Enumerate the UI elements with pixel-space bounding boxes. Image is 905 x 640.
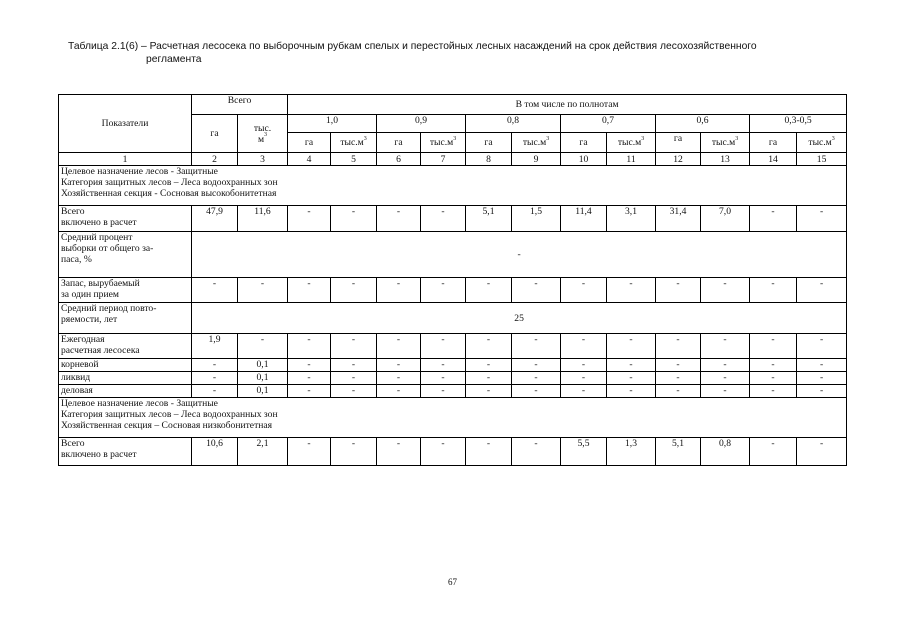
sub-ha: га (377, 133, 421, 153)
table-cell: - (238, 278, 288, 303)
table-cell: - (288, 438, 331, 466)
table-cell: - (331, 438, 377, 466)
table-cell: - (750, 359, 797, 372)
table-cell: - (421, 206, 466, 232)
table-cell: - (288, 372, 331, 385)
table-cell: 47,9 (192, 206, 238, 232)
table-cell: - (750, 438, 797, 466)
table-cell: 0,1 (238, 359, 288, 372)
table-cell: - (466, 278, 512, 303)
density-0-7: 0,7 (561, 115, 656, 133)
section-header (59, 398, 847, 438)
row-label: Всего включено в расчет (59, 206, 192, 232)
table-cell: - (797, 385, 847, 398)
table-cell: - (331, 359, 377, 372)
header-row-1 (59, 95, 847, 115)
table-row (59, 385, 847, 398)
table-cell: - (701, 385, 750, 398)
table-cell: - (750, 278, 797, 303)
header-by-density: В том числе по полнотам (288, 95, 847, 115)
table-cell: - (607, 334, 656, 359)
table-cell: - (797, 206, 847, 232)
table-cell: - (561, 278, 607, 303)
table-cell: - (421, 372, 466, 385)
row-label: Всего включено в расчет (59, 438, 192, 466)
table-cell: - (797, 359, 847, 372)
table-cell: - (192, 359, 238, 372)
table-cell: - (377, 334, 421, 359)
table-cell: - (512, 334, 561, 359)
table-cell: 0,8 (701, 438, 750, 466)
table-cell: - (656, 278, 701, 303)
logging-table (58, 94, 847, 466)
table-cell: 2,1 (238, 438, 288, 466)
table-cell: - (377, 278, 421, 303)
table-cell: - (466, 359, 512, 372)
table-row (59, 278, 847, 303)
density-0-9: 0,9 (377, 115, 466, 133)
density-1-0: 1,0 (288, 115, 377, 133)
table-row (59, 359, 847, 372)
section-header (59, 166, 847, 206)
sub-ha: га (561, 133, 607, 153)
table-cell: - (238, 334, 288, 359)
table-cell: - (288, 334, 331, 359)
row-label: корневой (59, 359, 192, 372)
table-row (59, 303, 847, 334)
row-label: Средний период повто- ряемости, лет (59, 303, 192, 334)
table-cell: - (512, 278, 561, 303)
table-cell: - (607, 359, 656, 372)
table-cell: - (701, 359, 750, 372)
table-cell: - (750, 372, 797, 385)
table-cell: - (331, 334, 377, 359)
table-cell: - (607, 385, 656, 398)
table-cell: - (331, 278, 377, 303)
table-cell: - (192, 278, 238, 303)
table-cell: - (797, 372, 847, 385)
table-cell: 11,4 (561, 206, 607, 232)
table-cell: 3,1 (607, 206, 656, 232)
merged-value: - (192, 232, 847, 278)
table-cell: 0,1 (238, 372, 288, 385)
table-cell: 10,6 (192, 438, 238, 466)
sub-volume: $тыс.м^3$ (512, 133, 561, 153)
table-cell: - (377, 372, 421, 385)
row-label: ликвид (59, 372, 192, 385)
table-row (59, 372, 847, 385)
table-cell: - (192, 372, 238, 385)
table-cell: - (750, 334, 797, 359)
table-cell: 5,1 (466, 206, 512, 232)
table-cell: - (607, 372, 656, 385)
table-cell: - (656, 359, 701, 372)
sub-ha: га (466, 133, 512, 153)
header-total-ha: га (192, 115, 238, 153)
table-row (59, 438, 847, 466)
table-cell: - (331, 206, 377, 232)
table-cell: - (512, 385, 561, 398)
table-cell: - (377, 206, 421, 232)
sub-volume: $тыс.м^3$ (421, 133, 466, 153)
table-cell: 31,4 (656, 206, 701, 232)
merged-value: 25 (192, 303, 847, 334)
caption-line-1: Таблица 2.1(6) – Расчетная лесосека по выборочным рубкам спелых и перестойных лесных насаждений на срок действия лесохозяйственного (68, 41, 757, 52)
table-cell: 5,5 (561, 438, 607, 466)
table-cell: - (701, 278, 750, 303)
page-number: 67 (448, 577, 457, 587)
table-cell: - (656, 334, 701, 359)
table-cell: - (561, 385, 607, 398)
sub-volume: $тыс.м^3$ (797, 133, 847, 153)
table-cell: - (288, 385, 331, 398)
header-total: Всего (192, 95, 288, 115)
table-cell: 7,0 (701, 206, 750, 232)
sub-volume: $тыс.м^3$ (607, 133, 656, 153)
table-cell: - (421, 385, 466, 398)
row-label: Средний процент выборки от общего за- паса, % (59, 232, 192, 278)
table-cell: - (750, 385, 797, 398)
table-cell: - (288, 206, 331, 232)
table-cell: - (421, 278, 466, 303)
table-cell: 1,9 (192, 334, 238, 359)
density-0-8: 0,8 (466, 115, 561, 133)
table-cell: 1,5 (512, 206, 561, 232)
table-cell: - (750, 206, 797, 232)
table-cell: - (656, 372, 701, 385)
table-cell: - (377, 385, 421, 398)
table-cell: - (561, 359, 607, 372)
row-label: Ежегодная расчетная лесосека (59, 334, 192, 359)
column-number-row: 1 2 3 4 5 6 7 8 9 10 11 12 13 14 15 (59, 153, 847, 166)
row-label: деловая (59, 385, 192, 398)
table-cell: - (512, 372, 561, 385)
table-cell: - (797, 334, 847, 359)
table-cell: - (656, 385, 701, 398)
table-cell: - (331, 372, 377, 385)
header-total-volume: тыс. $м^3$ (238, 115, 288, 153)
table-cell: - (797, 278, 847, 303)
density-0-6: 0,6 (656, 115, 750, 133)
row-label: Запас, вырубаемый за один прием (59, 278, 192, 303)
table-cell: - (288, 278, 331, 303)
sub-volume: $тыс.м^3$ (331, 133, 377, 153)
table-row (59, 232, 847, 278)
table-cell: - (421, 438, 466, 466)
table-cell: - (797, 438, 847, 466)
table-cell: - (421, 334, 466, 359)
table-cell: - (561, 334, 607, 359)
table-cell: - (466, 372, 512, 385)
table-cell: - (466, 438, 512, 466)
sub-ha: га (656, 133, 701, 153)
density-0-3-0-5: 0,3-0,5 (750, 115, 847, 133)
sub-volume: $тыс.м^3$ (701, 133, 750, 153)
sub-ha: га (750, 133, 797, 153)
table-cell: - (701, 372, 750, 385)
table-cell: - (421, 359, 466, 372)
sub-ha: га (288, 133, 331, 153)
table-row (59, 334, 847, 359)
table-cell: 0,1 (238, 385, 288, 398)
table-cell: 11,6 (238, 206, 288, 232)
table-caption (68, 40, 880, 66)
header-indicators: Показатели (59, 95, 192, 153)
table-cell: 5,1 (656, 438, 701, 466)
table-cell: - (607, 278, 656, 303)
table-cell: - (377, 438, 421, 466)
table-row (59, 206, 847, 232)
table-cell: 1,3 (607, 438, 656, 466)
table-cell: - (288, 359, 331, 372)
caption-line-2: регламента (146, 54, 202, 65)
section-2-description: Целевое назначение лесов - Защитные Категория защитных лесов – Леса водоохранных зон Хозяйственная секция – Сосновая низкобонитетная (59, 398, 847, 438)
table-cell: - (192, 385, 238, 398)
table-cell: - (512, 359, 561, 372)
table-cell: - (466, 385, 512, 398)
section-1-description: Целевое назначение лесов - Защитные Категория защитных лесов – Леса водоохранных зон Хозяйственная секция - Сосновая высокобонитетная (59, 166, 847, 206)
table-cell: - (466, 334, 512, 359)
table-cell: - (701, 334, 750, 359)
table-cell: - (377, 359, 421, 372)
table-cell: - (561, 372, 607, 385)
table-cell: - (331, 385, 377, 398)
table-cell: - (512, 438, 561, 466)
